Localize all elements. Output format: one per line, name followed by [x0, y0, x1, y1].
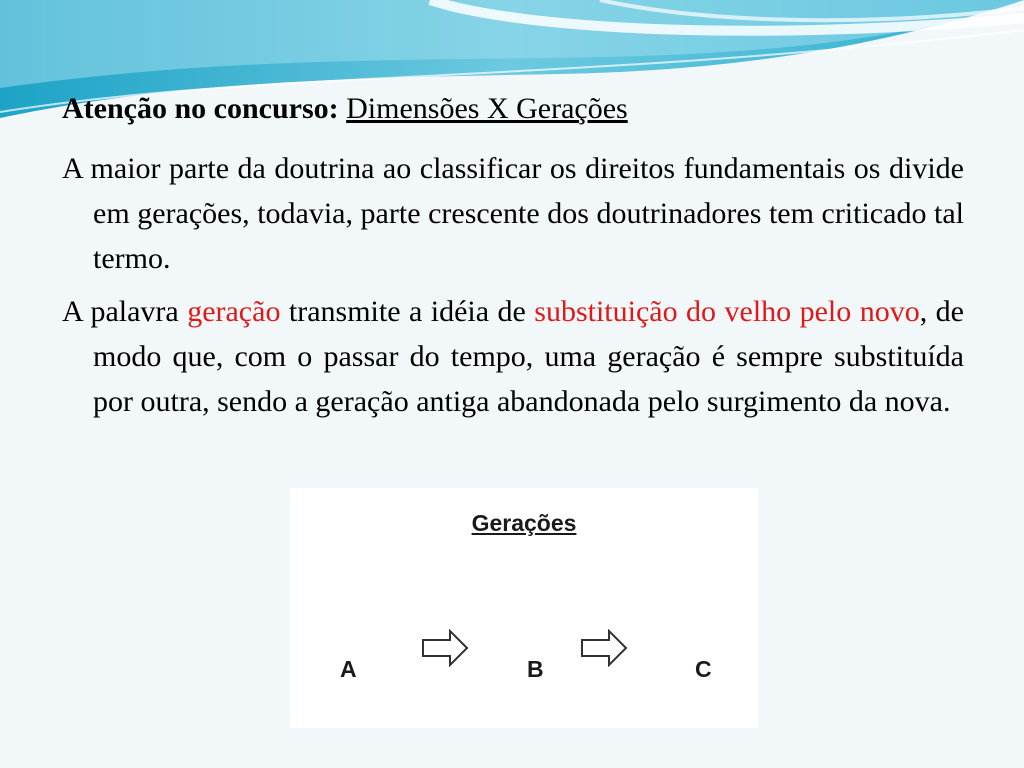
highlight-geracao: geração [187, 295, 281, 328]
paragraph-2-part-1: A palavra [62, 295, 188, 328]
right-arrow-icon [421, 629, 469, 667]
generations-diagram [290, 488, 758, 728]
heading-underlined: Dimensões X Gerações [346, 92, 628, 125]
right-arrow-icon [580, 629, 628, 667]
diagram-node-b: B [527, 656, 544, 682]
highlight-substituicao: substituição do velho pelo novo [534, 295, 920, 328]
diagram-title: Gerações [471, 510, 577, 536]
paragraph-2 [62, 289, 964, 424]
diagram-node-a: A [340, 656, 357, 682]
slide-content [62, 86, 964, 432]
heading-bold: Atenção no concurso: [62, 92, 339, 125]
paragraph-2-part-2: transmite a idéia de [280, 295, 535, 328]
diagram-node-c: C [695, 656, 712, 682]
paragraph-1: A maior parte da doutrina ao classificar os direitos fundamentais os divide em gerações, todavia, parte crescente dos doutrinadores tem criticado tal termo. [62, 152, 964, 275]
slide-heading [62, 86, 964, 132]
paragraph-2-part-3: , de modo que, com o passar do tempo, uma geração é sempre substituída por outra, sendo a geração antiga abandonada pelo surgimento da nova. [93, 295, 964, 418]
